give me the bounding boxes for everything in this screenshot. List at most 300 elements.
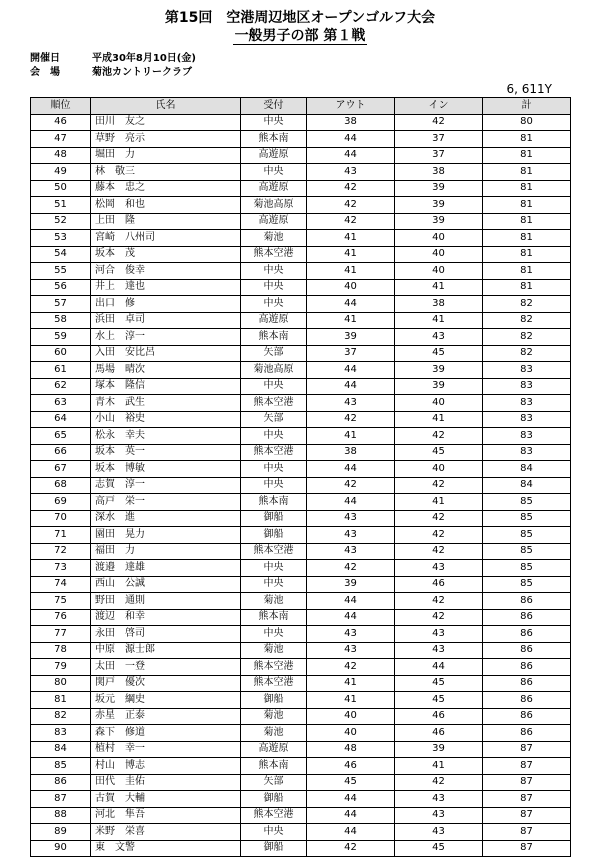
rank-cell: 63 (31, 395, 91, 412)
total-cell: 85 (483, 527, 571, 544)
out-cell: 44 (307, 147, 395, 164)
club-cell: 熊本南 (241, 494, 307, 511)
name-cell: 古賀 大輔 (91, 791, 241, 808)
total-cell: 83 (483, 395, 571, 412)
name-cell: 志賀 淳一 (91, 477, 241, 494)
total-cell: 87 (483, 758, 571, 775)
out-cell: 44 (307, 362, 395, 379)
club-cell: 高遊原 (241, 312, 307, 329)
table-row (31, 675, 571, 692)
in-cell: 41 (395, 758, 483, 775)
total-cell: 83 (483, 428, 571, 445)
in-cell: 41 (395, 312, 483, 329)
venue-label: 会 場 (30, 67, 60, 78)
rank-cell: 89 (31, 824, 91, 841)
club-cell: 熊本空港 (241, 659, 307, 676)
name-cell: 植村 幸一 (91, 741, 241, 758)
club-cell: 熊本南 (241, 609, 307, 626)
out-cell: 42 (307, 477, 395, 494)
club-cell: 中央 (241, 477, 307, 494)
rank-cell: 53 (31, 230, 91, 247)
rank-cell: 55 (31, 263, 91, 280)
rank-cell: 88 (31, 807, 91, 824)
in-cell: 42 (395, 477, 483, 494)
club-cell: 熊本空港 (241, 395, 307, 412)
date-label: 開催日 (30, 53, 60, 64)
club-cell: 中央 (241, 428, 307, 445)
out-cell: 41 (307, 263, 395, 280)
total-cell: 81 (483, 197, 571, 214)
club-cell: 矢部 (241, 345, 307, 362)
header-rank: 順位 (31, 98, 91, 115)
rank-cell: 79 (31, 659, 91, 676)
name-cell: 堀田 力 (91, 147, 241, 164)
header-club: 受付 (241, 98, 307, 115)
rank-cell: 87 (31, 791, 91, 808)
club-cell: 御船 (241, 692, 307, 709)
table-row (31, 296, 571, 313)
rank-cell: 59 (31, 329, 91, 346)
total-cell: 82 (483, 296, 571, 313)
rank-cell: 61 (31, 362, 91, 379)
table-row (31, 708, 571, 725)
out-cell: 44 (307, 593, 395, 610)
in-cell: 45 (395, 675, 483, 692)
in-cell: 45 (395, 345, 483, 362)
name-cell: 永田 啓司 (91, 626, 241, 643)
total-cell: 86 (483, 659, 571, 676)
name-cell: 野田 通則 (91, 593, 241, 610)
total-cell: 87 (483, 824, 571, 841)
name-cell: 関戸 優次 (91, 675, 241, 692)
out-cell: 43 (307, 510, 395, 527)
name-cell: 坂元 綱史 (91, 692, 241, 709)
total-cell: 81 (483, 131, 571, 148)
header-total: 計 (483, 98, 571, 115)
total-cell: 86 (483, 642, 571, 659)
out-cell: 48 (307, 741, 395, 758)
in-cell: 42 (395, 593, 483, 610)
table-row (31, 362, 571, 379)
out-cell: 46 (307, 758, 395, 775)
total-cell: 86 (483, 593, 571, 610)
in-cell: 40 (395, 263, 483, 280)
club-cell: 菊池高原 (241, 362, 307, 379)
table-row (31, 147, 571, 164)
club-cell: 熊本空港 (241, 675, 307, 692)
out-cell: 43 (307, 626, 395, 643)
in-cell: 42 (395, 527, 483, 544)
out-cell: 44 (307, 791, 395, 808)
table-row (31, 213, 571, 230)
table-body (31, 114, 571, 857)
total-cell: 84 (483, 477, 571, 494)
venue-row (30, 66, 192, 79)
rank-cell: 77 (31, 626, 91, 643)
rank-cell: 76 (31, 609, 91, 626)
rank-cell: 52 (31, 213, 91, 230)
total-cell: 82 (483, 312, 571, 329)
name-cell: 東 文警 (91, 840, 241, 857)
name-cell: 河合 俊幸 (91, 263, 241, 280)
in-cell: 42 (395, 510, 483, 527)
out-cell: 41 (307, 428, 395, 445)
table-row (31, 345, 571, 362)
rank-cell: 73 (31, 560, 91, 577)
total-cell: 81 (483, 230, 571, 247)
yardage: 6, 611Y (506, 82, 552, 96)
club-cell: 中央 (241, 114, 307, 131)
in-cell: 45 (395, 444, 483, 461)
out-cell: 42 (307, 180, 395, 197)
rank-cell: 75 (31, 593, 91, 610)
header-name: 氏名 (91, 98, 241, 115)
name-cell: 中原 源士郎 (91, 642, 241, 659)
table-row (31, 263, 571, 280)
rank-cell: 65 (31, 428, 91, 445)
club-cell: 菊池 (241, 230, 307, 247)
table-row (31, 494, 571, 511)
name-cell: 馬場 晴次 (91, 362, 241, 379)
table-row (31, 543, 571, 560)
table-row (31, 461, 571, 478)
total-cell: 85 (483, 494, 571, 511)
table-row (31, 197, 571, 214)
in-cell: 43 (395, 807, 483, 824)
name-cell: 福田 力 (91, 543, 241, 560)
total-cell: 83 (483, 444, 571, 461)
in-cell: 39 (395, 378, 483, 395)
in-cell: 39 (395, 213, 483, 230)
club-cell: 熊本空港 (241, 444, 307, 461)
total-cell: 86 (483, 675, 571, 692)
table-row (31, 824, 571, 841)
name-cell: 藤本 忠之 (91, 180, 241, 197)
total-cell: 86 (483, 609, 571, 626)
total-cell: 83 (483, 378, 571, 395)
out-cell: 43 (307, 543, 395, 560)
in-cell: 37 (395, 147, 483, 164)
out-cell: 41 (307, 692, 395, 709)
rank-cell: 85 (31, 758, 91, 775)
club-cell: 御船 (241, 791, 307, 808)
total-cell: 81 (483, 164, 571, 181)
rank-cell: 78 (31, 642, 91, 659)
name-cell: 河北 隼吾 (91, 807, 241, 824)
club-cell: 熊本空港 (241, 246, 307, 263)
table-row (31, 725, 571, 742)
out-cell: 43 (307, 642, 395, 659)
in-cell: 41 (395, 411, 483, 428)
in-cell: 39 (395, 362, 483, 379)
header-out: アウト (307, 98, 395, 115)
table-row (31, 659, 571, 676)
club-cell: 御船 (241, 840, 307, 857)
in-cell: 45 (395, 840, 483, 857)
rank-cell: 47 (31, 131, 91, 148)
out-cell: 41 (307, 230, 395, 247)
in-cell: 43 (395, 642, 483, 659)
name-cell: 松岡 和也 (91, 197, 241, 214)
in-cell: 40 (395, 246, 483, 263)
rank-cell: 86 (31, 774, 91, 791)
rank-cell: 71 (31, 527, 91, 544)
out-cell: 42 (307, 213, 395, 230)
in-cell: 39 (395, 180, 483, 197)
total-cell: 80 (483, 114, 571, 131)
rank-cell: 60 (31, 345, 91, 362)
table-row (31, 560, 571, 577)
out-cell: 42 (307, 411, 395, 428)
in-cell: 46 (395, 725, 483, 742)
total-cell: 83 (483, 362, 571, 379)
table-row (31, 312, 571, 329)
name-cell: 太田 一登 (91, 659, 241, 676)
name-cell: 坂本 英一 (91, 444, 241, 461)
out-cell: 44 (307, 461, 395, 478)
in-cell: 45 (395, 692, 483, 709)
name-cell: 園田 晃力 (91, 527, 241, 544)
date-value: 平成30年8月10日(金) (92, 53, 196, 64)
out-cell: 43 (307, 164, 395, 181)
total-cell: 86 (483, 692, 571, 709)
name-cell: 渡邉 達雄 (91, 560, 241, 577)
in-cell: 42 (395, 609, 483, 626)
total-cell: 82 (483, 345, 571, 362)
total-cell: 81 (483, 180, 571, 197)
out-cell: 37 (307, 345, 395, 362)
in-cell: 42 (395, 428, 483, 445)
table-row (31, 279, 571, 296)
table-row (31, 230, 571, 247)
name-cell: 青木 武生 (91, 395, 241, 412)
name-cell: 小山 裕史 (91, 411, 241, 428)
out-cell: 44 (307, 378, 395, 395)
total-cell: 86 (483, 708, 571, 725)
club-cell: 菊池 (241, 642, 307, 659)
club-cell: 中央 (241, 824, 307, 841)
total-cell: 87 (483, 741, 571, 758)
name-cell: 草野 亮示 (91, 131, 241, 148)
club-cell: 高遊原 (241, 213, 307, 230)
rank-cell: 82 (31, 708, 91, 725)
in-cell: 46 (395, 576, 483, 593)
table-row (31, 642, 571, 659)
out-cell: 44 (307, 131, 395, 148)
out-cell: 39 (307, 329, 395, 346)
page-title: 第15回 空港周辺地区オープンゴルフ大会 (164, 10, 436, 26)
club-cell: 中央 (241, 576, 307, 593)
total-cell: 81 (483, 147, 571, 164)
rank-cell: 69 (31, 494, 91, 511)
in-cell: 43 (395, 626, 483, 643)
rank-cell: 72 (31, 543, 91, 560)
table-row (31, 131, 571, 148)
rank-cell: 81 (31, 692, 91, 709)
table-row (31, 411, 571, 428)
total-cell: 82 (483, 329, 571, 346)
club-cell: 中央 (241, 279, 307, 296)
name-cell: 水上 淳一 (91, 329, 241, 346)
rank-cell: 58 (31, 312, 91, 329)
in-cell: 44 (395, 659, 483, 676)
name-cell: 上田 隆 (91, 213, 241, 230)
table-row (31, 758, 571, 775)
in-cell: 43 (395, 329, 483, 346)
total-cell: 87 (483, 791, 571, 808)
header-in: イン (395, 98, 483, 115)
name-cell: 田川 友之 (91, 114, 241, 131)
total-cell: 85 (483, 543, 571, 560)
out-cell: 42 (307, 840, 395, 857)
club-cell: 熊本南 (241, 329, 307, 346)
table-row (31, 741, 571, 758)
out-cell: 39 (307, 576, 395, 593)
rank-cell: 62 (31, 378, 91, 395)
total-cell: 85 (483, 576, 571, 593)
rank-cell: 68 (31, 477, 91, 494)
in-cell: 37 (395, 131, 483, 148)
table-row (31, 477, 571, 494)
rank-cell: 84 (31, 741, 91, 758)
club-cell: 熊本南 (241, 131, 307, 148)
in-cell: 39 (395, 741, 483, 758)
table-row (31, 791, 571, 808)
name-cell: 深水 進 (91, 510, 241, 527)
rank-cell: 80 (31, 675, 91, 692)
table-row (31, 576, 571, 593)
name-cell: 田代 圭佑 (91, 774, 241, 791)
club-cell: 菊池高原 (241, 197, 307, 214)
page-subtitle (0, 28, 600, 45)
out-cell: 41 (307, 675, 395, 692)
table-row (31, 378, 571, 395)
name-cell: 村山 博志 (91, 758, 241, 775)
name-cell: 宮崎 八州司 (91, 230, 241, 247)
venue-value: 菊池カントリークラブ (92, 67, 192, 78)
total-cell: 81 (483, 263, 571, 280)
out-cell: 40 (307, 279, 395, 296)
club-cell: 中央 (241, 263, 307, 280)
name-cell: 塚本 隆信 (91, 378, 241, 395)
date-row (30, 52, 196, 65)
name-cell: 森下 修道 (91, 725, 241, 742)
rank-cell: 67 (31, 461, 91, 478)
total-cell: 81 (483, 246, 571, 263)
name-cell: 坂本 茂 (91, 246, 241, 263)
out-cell: 44 (307, 494, 395, 511)
out-cell: 40 (307, 725, 395, 742)
out-cell: 43 (307, 527, 395, 544)
rank-cell: 90 (31, 840, 91, 857)
name-cell: 入田 安比呂 (91, 345, 241, 362)
club-cell: 菊池 (241, 708, 307, 725)
name-cell: 高戸 栄一 (91, 494, 241, 511)
table-row (31, 692, 571, 709)
name-cell: 出口 修 (91, 296, 241, 313)
name-cell: 林 敬三 (91, 164, 241, 181)
club-cell: 中央 (241, 296, 307, 313)
out-cell: 44 (307, 824, 395, 841)
name-cell: 赤星 正泰 (91, 708, 241, 725)
table-row (31, 593, 571, 610)
table-row (31, 329, 571, 346)
club-cell: 御船 (241, 510, 307, 527)
in-cell: 38 (395, 164, 483, 181)
in-cell: 43 (395, 824, 483, 841)
total-cell: 81 (483, 279, 571, 296)
in-cell: 43 (395, 791, 483, 808)
club-cell: 菊池 (241, 593, 307, 610)
out-cell: 38 (307, 444, 395, 461)
table-row (31, 395, 571, 412)
out-cell: 44 (307, 807, 395, 824)
in-cell: 38 (395, 296, 483, 313)
out-cell: 38 (307, 114, 395, 131)
total-cell: 86 (483, 725, 571, 742)
out-cell: 42 (307, 659, 395, 676)
club-cell: 高遊原 (241, 147, 307, 164)
total-cell: 85 (483, 560, 571, 577)
total-cell: 84 (483, 461, 571, 478)
out-cell: 44 (307, 609, 395, 626)
rank-cell: 50 (31, 180, 91, 197)
club-cell: 御船 (241, 527, 307, 544)
name-cell: 松永 幸夫 (91, 428, 241, 445)
total-cell: 86 (483, 626, 571, 643)
out-cell: 44 (307, 296, 395, 313)
in-cell: 42 (395, 774, 483, 791)
rank-cell: 49 (31, 164, 91, 181)
out-cell: 45 (307, 774, 395, 791)
table-row (31, 626, 571, 643)
table-row (31, 428, 571, 445)
club-cell: 中央 (241, 560, 307, 577)
club-cell: 矢部 (241, 774, 307, 791)
club-cell: 菊池 (241, 725, 307, 742)
rank-cell: 83 (31, 725, 91, 742)
in-cell: 42 (395, 543, 483, 560)
club-cell: 熊本南 (241, 758, 307, 775)
out-cell: 42 (307, 560, 395, 577)
table-row (31, 180, 571, 197)
table-row (31, 444, 571, 461)
rank-cell: 48 (31, 147, 91, 164)
table-row (31, 114, 571, 131)
total-cell: 83 (483, 411, 571, 428)
name-cell: 米野 栄喜 (91, 824, 241, 841)
club-cell: 熊本空港 (241, 807, 307, 824)
table-row (31, 510, 571, 527)
total-cell: 87 (483, 807, 571, 824)
results-table (30, 97, 571, 857)
rank-cell: 57 (31, 296, 91, 313)
in-cell: 40 (395, 461, 483, 478)
rank-cell: 51 (31, 197, 91, 214)
subtitle-text: 一般男子の部 第１戦 (234, 28, 366, 44)
total-cell: 81 (483, 213, 571, 230)
club-cell: 高遊原 (241, 741, 307, 758)
table-row (31, 840, 571, 857)
rank-cell: 54 (31, 246, 91, 263)
club-cell: 中央 (241, 378, 307, 395)
table-row (31, 774, 571, 791)
in-cell: 43 (395, 560, 483, 577)
total-cell: 87 (483, 840, 571, 857)
in-cell: 46 (395, 708, 483, 725)
table-header-row (31, 98, 571, 115)
club-cell: 中央 (241, 626, 307, 643)
